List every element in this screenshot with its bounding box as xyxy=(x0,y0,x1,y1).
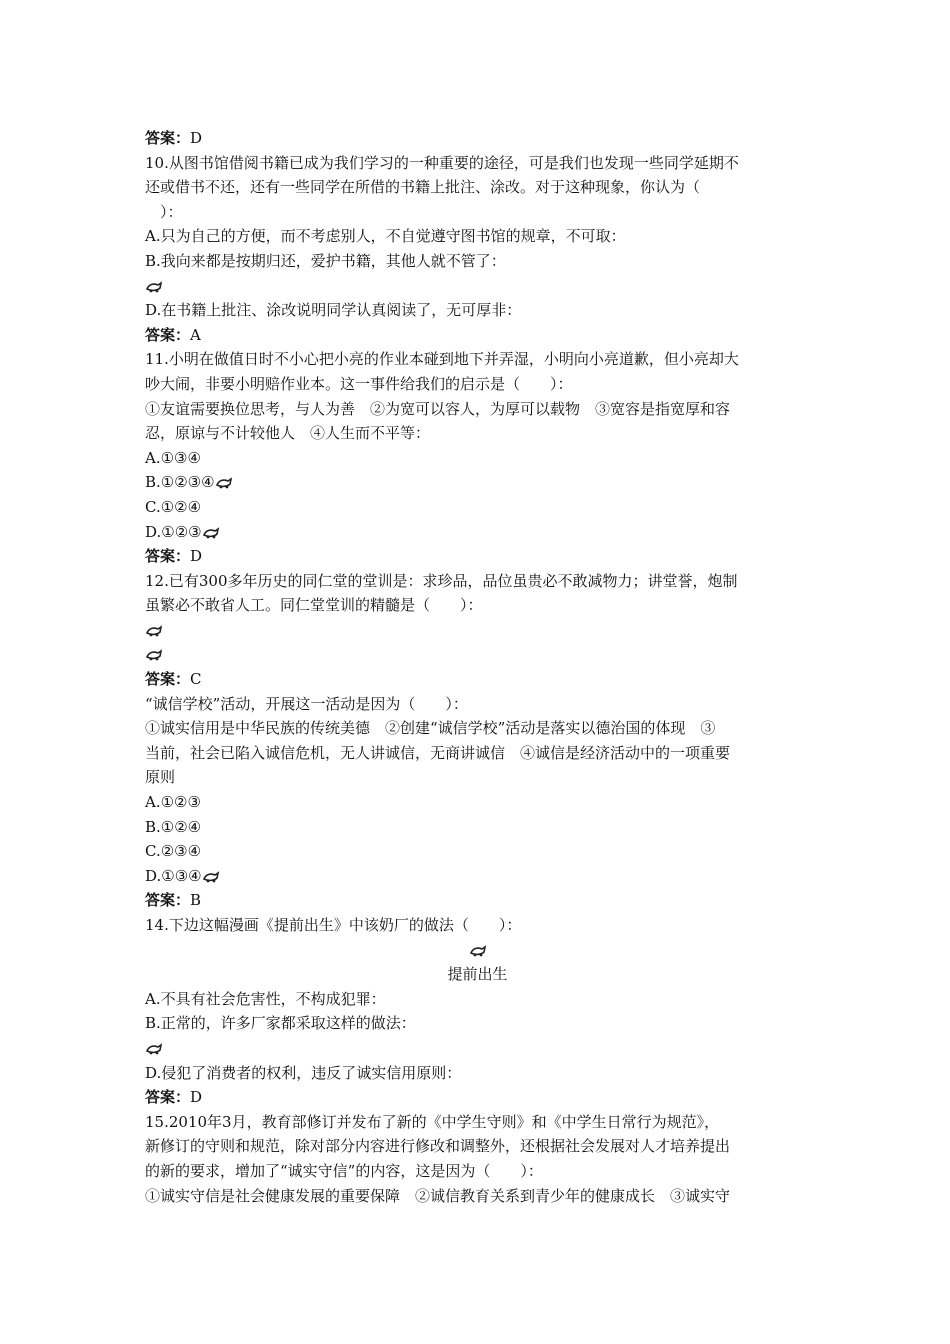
question-12-stem: 12.已有300多年历史的同仁堂的堂训是：求珍品，品位虽贵必不敢减物力；讲堂誉，炮制 xyxy=(145,571,738,590)
question-13-statement: 原则 xyxy=(145,768,176,787)
question-13-statement: ①诚实信用是中华民族的传统美德 ②创建“诚信学校”活动是落实以德治国的体现 ③ xyxy=(145,719,716,738)
answer-label: 答案： xyxy=(145,1088,191,1107)
question-15-stem: 新修订的守则和规范，除对部分内容进行修改和调整外，还根据社会发展对人才培养提出 xyxy=(145,1137,731,1156)
question-15-stem: 的新的要求，增加了“诚实守信”的内容，这是因为（ ）： xyxy=(145,1161,543,1180)
answer-value: B xyxy=(190,891,202,910)
question-12-stem: 虽繁必不敢省人工。同仁堂堂训的精髓是（ ）： xyxy=(145,596,483,615)
broken-image-icon xyxy=(202,870,220,884)
option-b: B.①②④ xyxy=(145,817,202,836)
answer-line xyxy=(145,544,810,569)
option-d: D.在书籍上批注、涂改说明同学认真阅读了，无可厚非： xyxy=(145,301,522,320)
option-c-image xyxy=(145,1036,810,1061)
option-a: A.只为自己的方便，而不考虑别人，不自觉遵守图书馆的规章，不可取： xyxy=(145,227,626,246)
option-b: B.我向来都是按期归还，爱护书籍，其他人就不管了： xyxy=(145,251,506,270)
option-d-text: D.①③④ xyxy=(145,866,202,885)
answer-label: 答案： xyxy=(145,547,191,566)
answer-label: 答案： xyxy=(145,891,191,910)
question-13-statement: 当前，社会已陷入诚信危机，无人讲诚信，无商讲诚信 ④诚信是经济活动中的一项重要 xyxy=(145,743,731,762)
answer-line xyxy=(145,126,810,151)
answer-line xyxy=(145,1085,810,1110)
answer-label: 答案： xyxy=(145,325,191,344)
option-image xyxy=(145,642,810,667)
broken-image-icon xyxy=(145,1042,163,1056)
answer-value: D xyxy=(190,129,203,147)
option-b xyxy=(145,470,810,495)
option-d-text: D.①②③ xyxy=(145,522,202,541)
broken-image-icon xyxy=(145,280,163,294)
option-a: A.不具有社会危害性，不构成犯罪： xyxy=(145,989,386,1008)
answer-line xyxy=(145,888,810,913)
question-11-statement: ①友谊需要换位思考，与人为善 ②为宽可以容人，为厚可以载物 ③宽容是指宽厚和容 xyxy=(145,399,731,418)
option-d xyxy=(145,520,810,545)
answer-line xyxy=(145,667,810,692)
option-d xyxy=(145,864,810,889)
answer-line xyxy=(145,323,810,348)
cartoon-image xyxy=(145,938,810,963)
option-c: C.②③④ xyxy=(145,842,202,861)
answer-value: A xyxy=(190,325,201,344)
broken-image-icon xyxy=(469,944,487,958)
broken-image-icon xyxy=(215,476,233,490)
option-b: B.正常的，许多厂家都采取这样的做法： xyxy=(145,1014,416,1033)
question-10-stem: ）： xyxy=(145,202,183,221)
document-page xyxy=(145,126,810,1208)
broken-image-icon xyxy=(202,526,220,540)
question-13-stem: “诚信学校”活动，开展这一活动是因为（ ）： xyxy=(145,694,468,713)
cartoon-caption: 提前出生 xyxy=(447,965,508,984)
broken-image-icon xyxy=(145,648,163,662)
question-10-stem: 10.从图书馆借阅书籍已成为我们学习的一种重要的途径，可是我们也发现一些同学延期不 xyxy=(145,153,739,172)
answer-value: D xyxy=(190,547,203,566)
option-c-image xyxy=(145,274,810,299)
question-10-stem: 还或借书不还，还有一些同学在所借的书籍上批注、涂改。对于这种现象，你认为（ xyxy=(145,178,701,197)
option-b-text: B.①②③④ xyxy=(145,473,215,492)
question-15-stem: 15.2010年3月，教育部修订并发布了新的《中学生守则》和《中学生日常行为规范》， xyxy=(145,1112,720,1131)
question-14-stem: 14.下边这幅漫画《提前出生》中该奶厂的做法（ ）： xyxy=(145,916,522,934)
option-a: A.①②③ xyxy=(145,793,201,812)
answer-value: C xyxy=(190,670,202,689)
option-image xyxy=(145,618,810,643)
question-11-stem: 吵大闹，非要小明赔作业本。这一事件给我们的启示是（ ）： xyxy=(145,374,573,393)
question-11-stem: 11.小明在做值日时不小心把小亮的作业本碰到地下并弄湿，小明向小亮道歉，但小亮却大 xyxy=(145,350,739,369)
question-15-statement: ①诚实守信是社会健康发展的重要保障 ②诚信教育关系到青少年的健康成长 ③诚实守 xyxy=(145,1186,731,1205)
answer-label: 答案： xyxy=(145,670,191,689)
option-d: D.侵犯了消费者的权利，违反了诚实信用原则： xyxy=(145,1063,462,1082)
option-a: A.①③④ xyxy=(145,448,201,467)
answer-label: 答案： xyxy=(145,129,191,147)
option-c: C.①②④ xyxy=(145,497,202,516)
broken-image-icon xyxy=(145,624,163,638)
answer-value: D xyxy=(190,1088,203,1107)
question-11-statement: 忍，原谅与不计较他人 ④人生而不平等： xyxy=(145,424,431,443)
